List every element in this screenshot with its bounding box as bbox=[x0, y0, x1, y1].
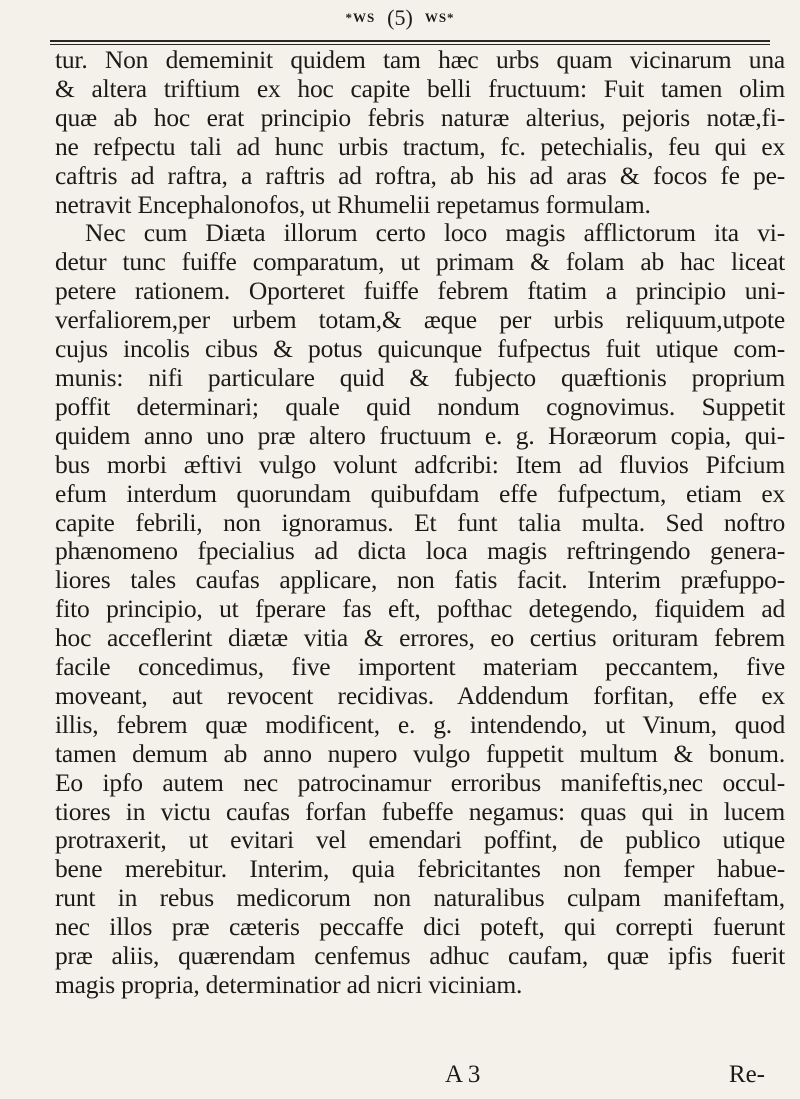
text-line: protraxerit, ut evitari vel emendari poffint, de publico utique bbox=[55, 825, 785, 855]
header-ornament-right: WS* bbox=[424, 10, 455, 25]
text-line: fito principio, ut fperare fas eft, pofthac detegendo, fiquidem ad bbox=[55, 594, 785, 624]
header-rule bbox=[50, 40, 770, 42]
text-line: & altera triftium ex hoc capite belli fructuum: Fuit tamen olim bbox=[55, 73, 785, 103]
text-line: bene merebitur. Interim, quia febricitantes non femper habue- bbox=[55, 854, 785, 884]
text-line: illis, febrem quæ modificent, e. g. intendendo, ut Vinum, quod bbox=[55, 709, 785, 739]
text-line: Eo ipfo autem nec patrocinamur erroribus manifeftis,nec occul- bbox=[55, 767, 785, 797]
text-line: præ aliis, quærendam cenfemus adhuc caufam, quæ ipfis fuerit bbox=[55, 941, 785, 971]
text-line: magis propria, determinatior ad nicri viciniam. bbox=[55, 970, 523, 999]
catchword: Re- bbox=[728, 1061, 765, 1088]
text-line: Nec cum Diæta illorum certo loco magis afflictorum ita vi- bbox=[85, 218, 785, 248]
text-line: tur. Non dememinit quidem tam hæc urbs quam vicinarum una bbox=[55, 45, 785, 74]
text-line: nec illos præ cæteris peccaffe dici poteft, qui correpti fuerunt bbox=[55, 912, 785, 942]
text-line: cujus incolis cibus & potus quicunque fufpectus fuit utique com- bbox=[55, 334, 785, 364]
text-line: quæ ab hoc erat principio febris naturæ alterius, pejoris notæ,fi- bbox=[55, 102, 785, 132]
text-line: poffit determinari; quale quid nondum cognovimus. Suppetit bbox=[55, 391, 785, 421]
body-text bbox=[55, 46, 785, 1000]
text-line: netravit Encephalonofos, ut Rhumelii repetamus formulam. bbox=[55, 189, 651, 219]
text-line: moveant, aut revocent recidivas. Addendum forfitan, effe ex bbox=[55, 680, 785, 710]
text-line: tiores in victu caufas forfan fubeffe negamus: quas qui in lucem bbox=[55, 796, 785, 826]
header-ornament-left: *WS bbox=[345, 10, 376, 25]
text-line: efum interdum quorundam quibufdam effe fufpectum, etiam ex bbox=[55, 478, 785, 508]
text-line: ne refpectu tali ad hunc urbis tractum, fc. petechialis, feu qui ex bbox=[55, 131, 785, 161]
text-line: tamen demum ab anno nupero vulgo fuppetit multum & bonum. bbox=[55, 738, 785, 768]
text-line: quidem anno uno præ altero fructuum e. g. Horæorum copia, qui- bbox=[55, 420, 785, 450]
page-number: (5) bbox=[387, 5, 413, 30]
signature-mark: A 3 bbox=[445, 1061, 481, 1088]
page-header bbox=[0, 0, 800, 40]
text-line: phænomeno fpecialius ad dicta loca magis reftringendo genera- bbox=[55, 536, 785, 566]
text-line: facile concedimus, five importent materiam peccantem, five bbox=[55, 652, 785, 682]
text-line: capite febrili, non ignoramus. Et funt talia multa. Sed noftro bbox=[55, 507, 785, 537]
text-line: caftris ad raftra, a raftris ad roftra, ab his ad aras & focos fe pe- bbox=[55, 160, 785, 190]
text-line: runt in rebus medicorum non naturalibus culpam manifeftam, bbox=[55, 883, 785, 913]
page-footer bbox=[55, 1061, 775, 1093]
text-line: liores tales caufas applicare, non fatis facit. Interim præfuppo- bbox=[55, 565, 785, 595]
text-line: detur tunc fuiffe comparatum, ut primam & folam ab hac liceat bbox=[55, 247, 785, 277]
text-line: petere rationem. Oporteret fuiffe febrem ftatim a principio uni- bbox=[55, 276, 785, 306]
text-line: verfaliorem,per urbem totam,& æque per urbis reliquum,utpote bbox=[55, 305, 785, 335]
text-line: bus morbi æftivi vulgo volunt adfcribi: Item ad fluvios Pifcium bbox=[55, 449, 785, 479]
text-line: munis: nifi particulare quid & fubjecto quæftionis proprium bbox=[55, 362, 785, 392]
text-line: hoc acceflerint diætæ vitia & errores, eo certius orituram febrem bbox=[55, 623, 785, 653]
